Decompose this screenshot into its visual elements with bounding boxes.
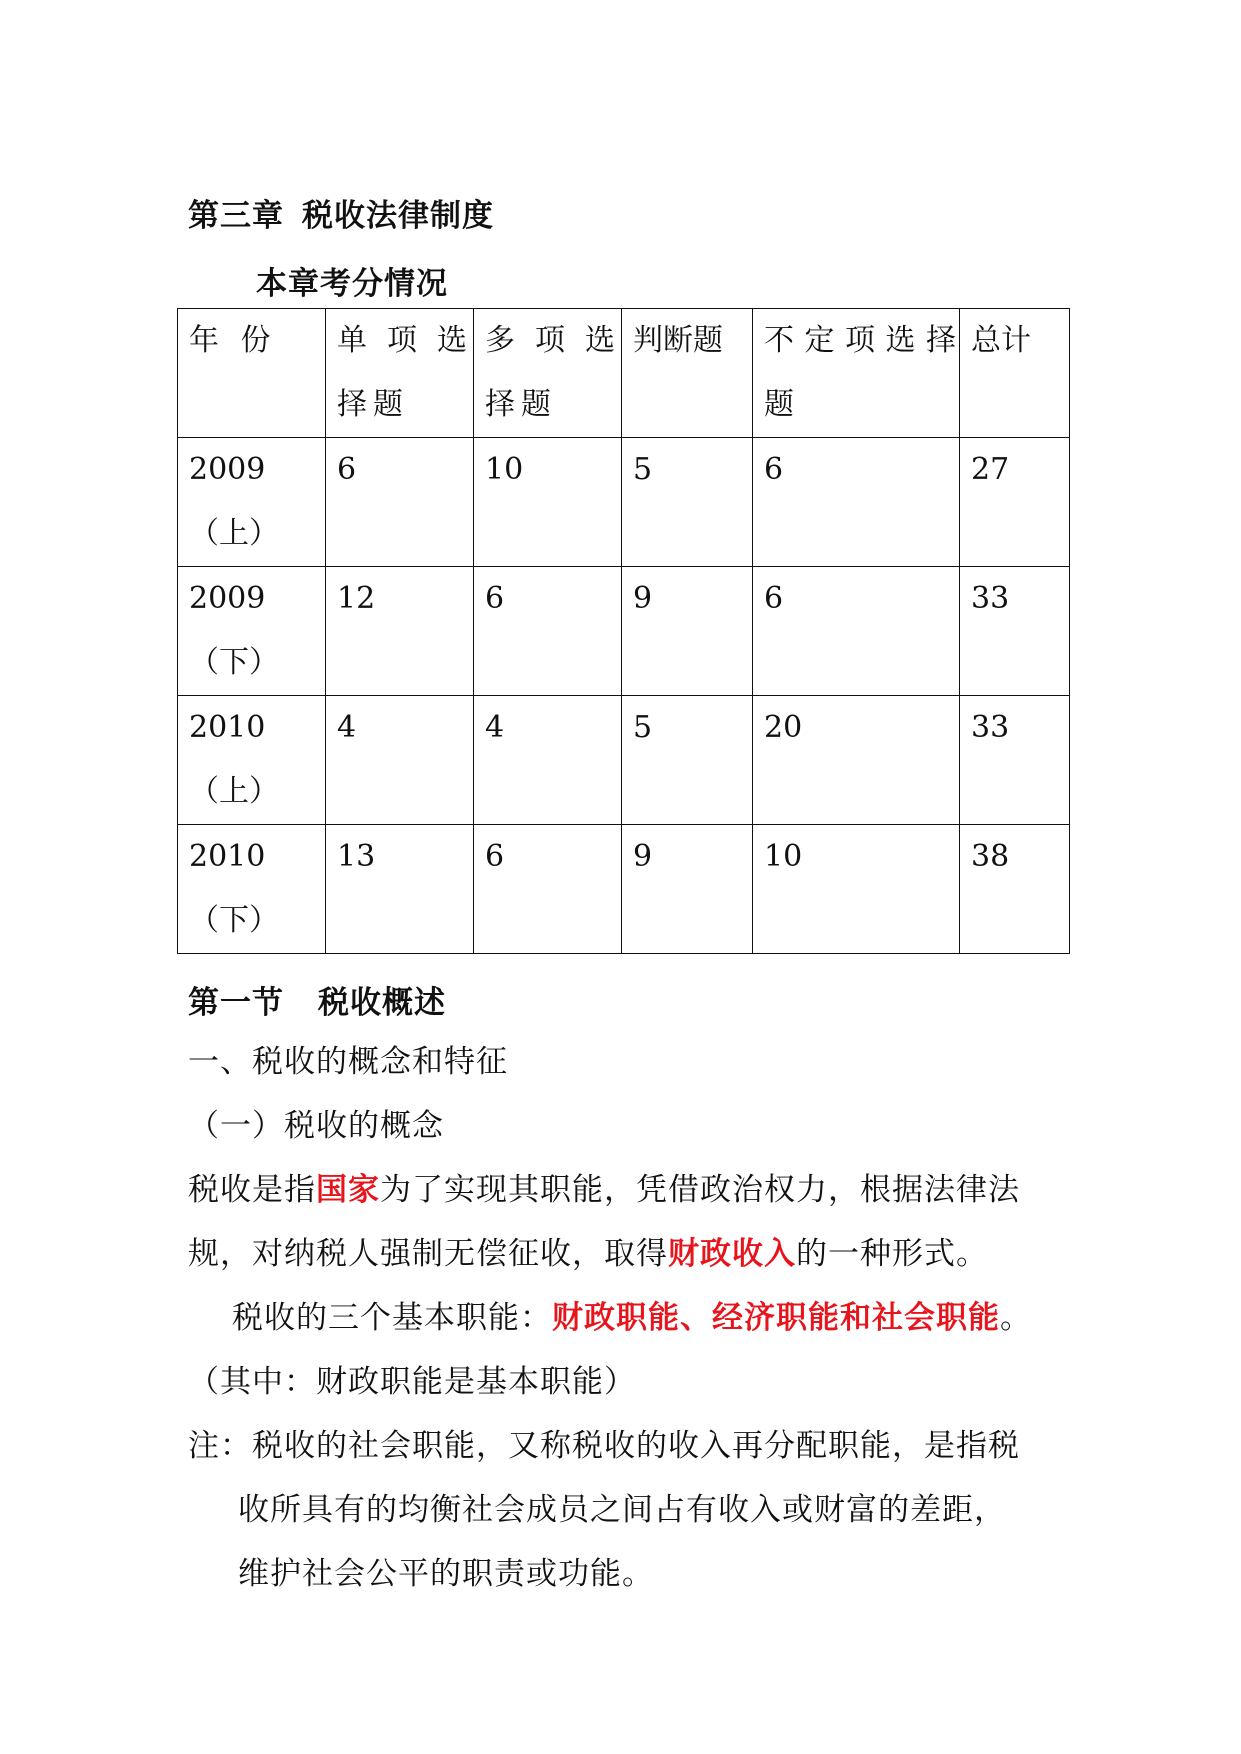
subheading-concept-features: 一、税收的概念和特征	[188, 1044, 508, 1080]
definition-line-1: 税收是指国家为了实现其职能，凭借政治权力，根据法律法	[188, 1172, 1020, 1208]
cell-single: 12	[326, 567, 474, 696]
header-judgement: 判断题	[622, 309, 753, 438]
cell-year: 2010 （下）	[178, 825, 326, 954]
section-name: 税收概述	[318, 985, 446, 1021]
cell-year: 2009 （上）	[178, 438, 326, 567]
cell-multiple: 4	[474, 696, 622, 825]
cell-year: 2010 （上）	[178, 696, 326, 825]
cell-indefinite: 6	[753, 567, 960, 696]
note-line-3: 维护社会公平的职责或功能。	[238, 1556, 654, 1592]
table-row	[178, 825, 1070, 954]
header-single-choice: 单项选择题	[326, 309, 474, 438]
score-table	[177, 308, 1070, 954]
cell-judge: 5	[622, 438, 753, 567]
note-line-1: 注：税收的社会职能，又称税收的收入再分配职能，是指税	[188, 1428, 1020, 1464]
cell-total: 33	[960, 567, 1070, 696]
table-row	[178, 696, 1070, 825]
highlight-functions: 财政职能、经济职能和社会职能	[552, 1300, 1000, 1336]
cell-judge: 5	[622, 696, 753, 825]
table-row	[178, 438, 1070, 567]
cell-multiple: 10	[474, 438, 622, 567]
header-multiple-choice: 多项选择题	[474, 309, 622, 438]
cell-judge: 9	[622, 825, 753, 954]
note-line-2: 收所具有的均衡社会成员之间占有收入或财富的差距，	[238, 1492, 1006, 1528]
header-total: 总计	[960, 309, 1070, 438]
header-year: 年 份	[178, 309, 326, 438]
cell-total: 27	[960, 438, 1070, 567]
definition-line-2: 规，对纳税人强制无偿征收，取得财政收入的一种形式。	[188, 1236, 988, 1272]
cell-judge: 9	[622, 567, 753, 696]
section-label: 第一节	[188, 985, 284, 1021]
header-indefinite-choice: 不定项选择题	[753, 309, 960, 438]
cell-single: 6	[326, 438, 474, 567]
cell-single: 13	[326, 825, 474, 954]
chapter-name: 税收法律制度	[302, 198, 494, 234]
cell-multiple: 6	[474, 825, 622, 954]
chapter-title	[188, 190, 494, 235]
cell-indefinite: 20	[753, 696, 960, 825]
score-section-title: 本章考分情况	[256, 266, 448, 302]
cell-indefinite: 10	[753, 825, 960, 954]
chapter-label: 第三章	[188, 198, 284, 234]
cell-total: 38	[960, 825, 1070, 954]
cell-year: 2009 （下）	[178, 567, 326, 696]
highlight-state: 国家	[316, 1172, 380, 1208]
cell-multiple: 6	[474, 567, 622, 696]
cell-indefinite: 6	[753, 438, 960, 567]
subheading-concept: （一）税收的概念	[188, 1108, 444, 1144]
highlight-fiscal-revenue: 财政收入	[668, 1236, 796, 1272]
section-title	[188, 977, 446, 1022]
table-row	[178, 567, 1070, 696]
functions-line: 税收的三个基本职能：财政职能、经济职能和社会职能。	[232, 1300, 1032, 1336]
table-header-row	[178, 309, 1070, 438]
cell-single: 4	[326, 696, 474, 825]
functions-note: （其中：财政职能是基本职能）	[188, 1364, 636, 1400]
cell-total: 33	[960, 696, 1070, 825]
